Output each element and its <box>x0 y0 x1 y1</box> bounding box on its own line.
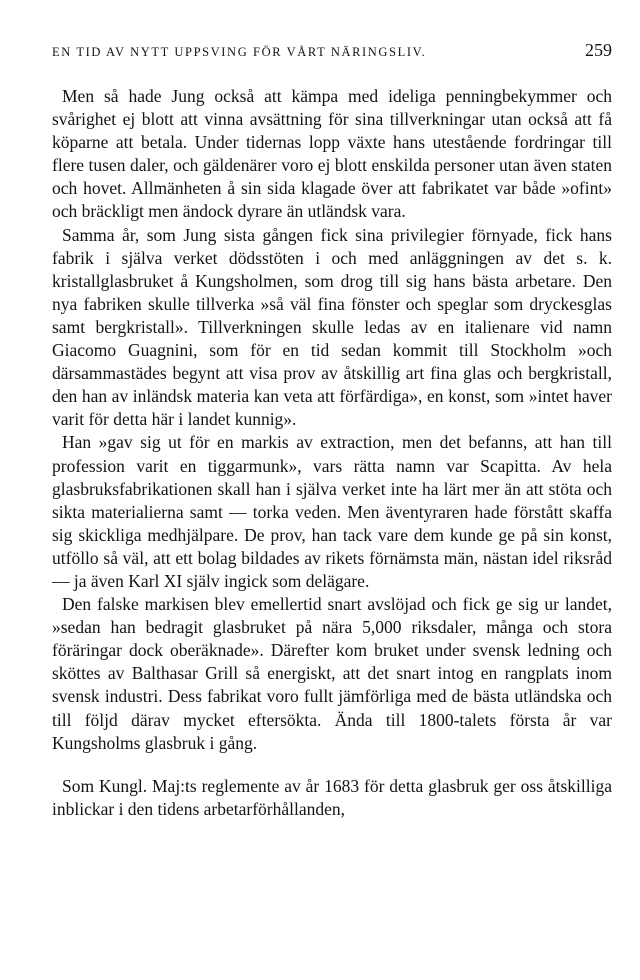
page-number: 259 <box>585 40 612 60</box>
paragraph-3: Han »gav sig ut för en markis av extraction, men det befanns, att han till profession varit en tiggarmunk», vars rätta namn var Scapitta. Av hela glasbruksfabrikationen skall han i själva verket inte ha lärt mer än att stöta och sikta materialierna samt — torka veden. Men äventyraren hade förstått skaffa sig skickliga medhjälpare. De prov, han tack vare dem kunde ge på sin konst, utföllo så väl, att ett bolag bildades av rikets förnämsta män, nästan idel riksråd — ja även Karl XI själv ingick som delägare. <box>52 432 612 591</box>
paragraph-1: Men så hade Jung också att kämpa med ideliga penningbekymmer och svårighet ej blott att vinna avsättning för sina tillverkningar utan också att få köparne att betala. Under tidernas lopp växte hans utestående fordringar till flere tusen daler, och gäldenärer voro ej blott enskilda personer utan även staten och hovet. Allmänheten å sin sida klagade över att fabrikatet var både »ofint» och bräckligt men ändock dyrare än utländsk vara. <box>52 86 612 222</box>
paragraph-4: Den falske markisen blev emellertid snart avslöjad och fick ge sig ur landet, »sedan han bedragit glasbruket på nära 5,000 riksdaler, många och stora föräringar dock oberäknade». Därefter kom bruket under svensk ledning och sköttes av Balthasar Grill så energiskt, att det snart intog en rangplats inom svensk industri. Dess fabrikat voro fullt jämförliga med de bästa utländska och till följd därav mycket eftersökta. Ända till 1800-talets första år var Kungsholms glasbruk i gång. <box>52 594 612 753</box>
running-title: EN TID AV NYTT UPPSVING FÖR VÅRT NÄRINGSLIV. <box>52 45 427 59</box>
book-page <box>52 40 612 821</box>
running-header <box>52 40 612 74</box>
section-gap <box>52 755 612 775</box>
paragraph-5: Som Kungl. Maj:ts reglemente av år 1683 för detta glasbruk ger oss åtskilliga inblickar i den tidens arbetarförhållanden, <box>52 775 612 819</box>
body-text <box>52 85 612 821</box>
paragraph-2: Samma år, som Jung sista gången fick sina privilegier förnyade, fick hans fabrik i själva verket dödsstöten i och med anläggningen av det s. k. kristallglasbruket å Kungsholmen, som drog till sig hans bästa arbetare. Den nya fabriken skulle tillverka »så väl fina fönster och speglar som dryckesglas samt bergkristall». Tillverkningen skulle ledas av en italienare vid namn Giacomo Guagnini, som för en tid sedan kommit till Stockholm »och därsammastädes begynt att visa prov av åtskillig art fina glas och bergkristall, den han av inländsk materia kan veta att förfärdiga», en konst, som »intet haver varit för detta här i landet kunnig». <box>52 224 612 430</box>
